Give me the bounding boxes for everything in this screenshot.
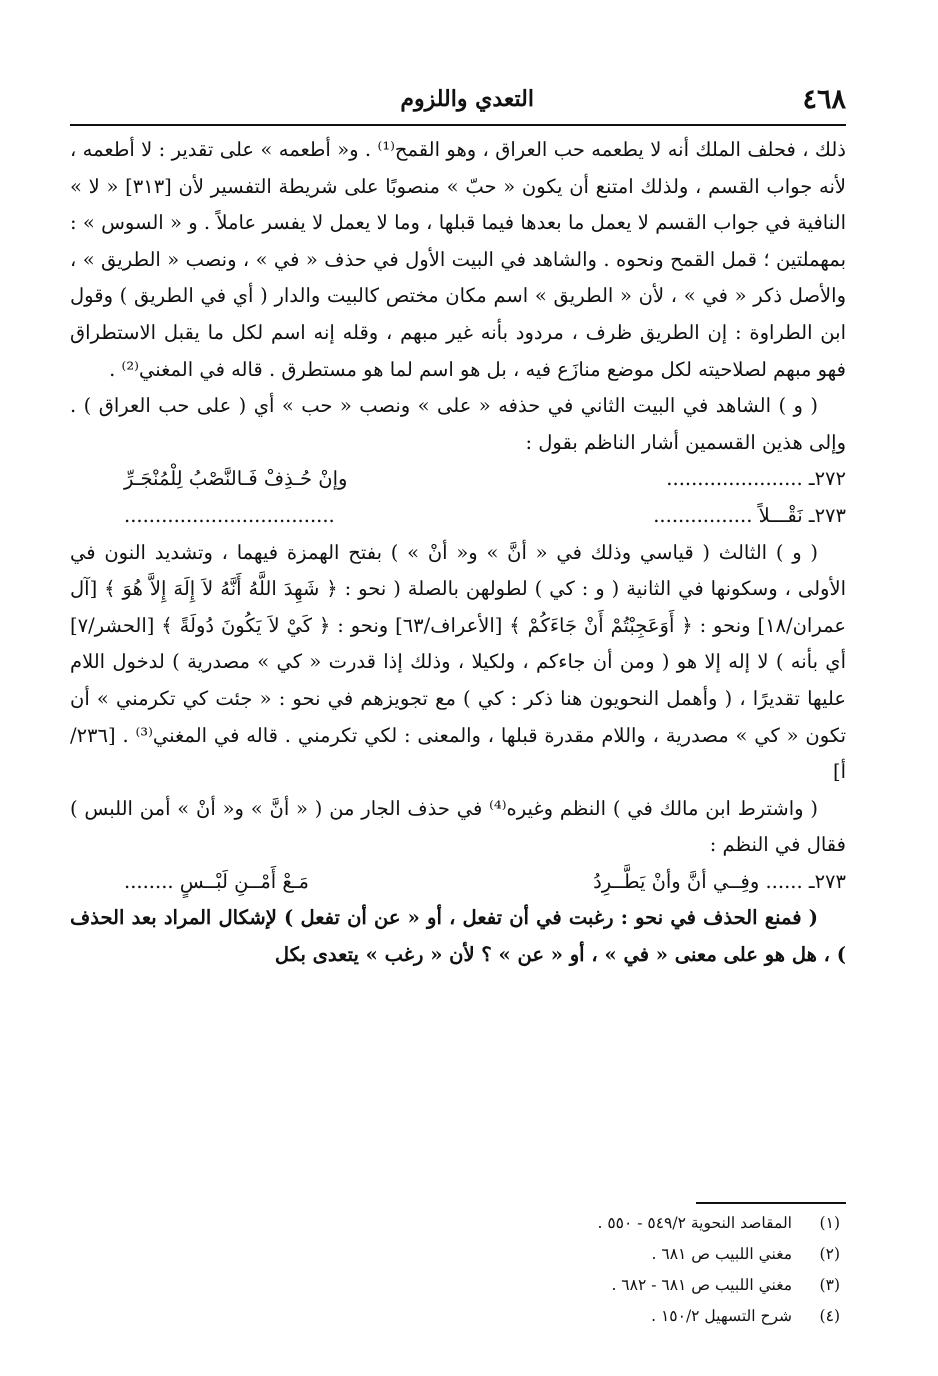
verse-left: مَـعْ أَمْــنِ لَبْــسٍ ........ xyxy=(124,869,309,893)
footnote-text: مغني اللبيب ص ٦٨١ . xyxy=(651,1245,792,1263)
footnote xyxy=(70,1270,846,1301)
footnote-mark: (٤) xyxy=(819,1307,840,1325)
verse-line xyxy=(70,864,846,901)
verse-right: ٢٧٢ـ ...................... xyxy=(666,467,846,491)
verse-right: ٢٧٣ـ ...... وفِــي أنَّ وأنْ يَطَّــرِدُ xyxy=(593,869,846,893)
verse-left: .................................. xyxy=(124,503,335,527)
footnote-text: المقاصد النحوية ٥٤٩/٢ - ٥٥٠ . xyxy=(597,1214,792,1232)
footnote-text: شرح التسهيل ١٥٠/٢ . xyxy=(651,1307,792,1325)
footnote-rule xyxy=(696,1202,846,1204)
paragraph: ( و ) الشاهد في البيت الثاني في حذفه « على » ونصب « حب » أي ( على حب العراق ) . وإلى هذين القسمين أشار الناظم بقول : xyxy=(70,394,846,454)
main-text xyxy=(70,132,846,974)
footnote-text: مغني اللبيب ص ٦٨١ - ٦٨٢ . xyxy=(611,1276,792,1294)
header-rule xyxy=(70,124,846,126)
verse-line xyxy=(70,498,846,535)
verse-right: ٢٧٣ـ نَقْـــلاً ................ xyxy=(653,503,846,527)
footnote-mark: (٣) xyxy=(819,1276,840,1294)
page-number: ٤٦٨ xyxy=(802,84,846,115)
paragraph: ( فمنع الحذف في نحو : رغبت في أن تفعل ، أو « عن أن تفعل ) لإشكال المراد بعد الحذف ) ، هل هو على معنى « في » ، أو « عن » ؟ لأن « رغب » يتعدى بكل xyxy=(70,906,846,967)
running-title: التعدي واللزوم xyxy=(400,86,534,112)
footnotes xyxy=(70,1208,846,1332)
paragraph: ( واشترط ابن مالك في ) النظم وغيره⁽⁴⁾ في حذف الجار من ( « أنَّ » و« أنْ » أمن اللبس ) فقال في النظم : xyxy=(70,796,846,857)
footnote xyxy=(70,1208,846,1239)
verse-left: وإنْ حُـذِفْ فَـالنَّصْبُ لِلْمُنْجَـرِّ xyxy=(124,467,348,491)
verse-line xyxy=(70,461,846,498)
page-header xyxy=(70,84,846,122)
paragraph: ذلك ، فحلف الملك أنه لا يطعمه حب العراق ، وهو القمح⁽¹⁾ . و« أطعمه » على تقدير : لا أطعمه ، لأنه جواب القسم ، ولذلك امتنع أن يكون « حبّ » منصوبًا على شريطة التفسير لأن [٣١٣] « لا » النافية في جواب القسم لا يعمل ما بعدها فيما قبلها ، وما لا يعمل لا يفسر عاملاً . و « السوس » : بمهملتين ؛ قمل القمح ونحوه . والشاهد في البيت الأول في حذف « في » ، ونصب « الطريق » ، والأصل ذكر « في » ، لأن « الطريق » اسم مكان مختص كالبيت والدار ( أي في الطريق ) وقول ابن الطراوة : إن الطريق ظرف ، مردود بأنه غير مبهم ، وقله إنه اسم لكل ما يقبل الاستطراق فهو مبهم لصلاحيته لكل موضع منازَع فيه ، بل هو اسم لما هو مستطرق . قاله في المغني⁽²⁾ . xyxy=(70,138,847,381)
footnote xyxy=(70,1301,846,1332)
paragraph: ( و ) الثالث ( قياسي وذلك في « أنَّ » و« أنْ » ) بفتح الهمزة فيهما ، وتشديد النون في الأولى ، وسكونها في الثانية ( و : كي ) لطولهن بالصلة ( نحو : ﴿ شَهِدَ اللَّهُ أَنَّهُ لاَ إِلَهَ إِلاَّ هُوَ ﴾ [آل عمران/١٨] ونحو : ﴿ أَوَعَجِبْتُمْ أَنْ جَاءَكُمْ ﴾ [الأعراف/٦٣] ونحو : ﴿ كَيْ لاَ يَكُونَ دُولَةً ﴾ [الحشر/٧] أي بأنه ) لا إله إلا هو ( ومن أن جاءكم ، ولكيلا ، وذلك إذا قدرت « كي » مصدرية ) لدخول اللام عليها تقديرًا ، ( وأهمل النحويون هنا ذكر : كي ) مع تجويزهم في نحو : « جئت كي تكرمني » أن تكون « كي » مصدرية ، واللام مقدرة قبلها ، والمعنى : لكي تكرمني . قاله في المغني⁽³⁾ . [٢٣٦/أ] xyxy=(70,540,847,784)
footnote-mark: (٢) xyxy=(819,1245,840,1263)
footnote xyxy=(70,1239,846,1270)
footnote-mark: (١) xyxy=(819,1214,840,1232)
